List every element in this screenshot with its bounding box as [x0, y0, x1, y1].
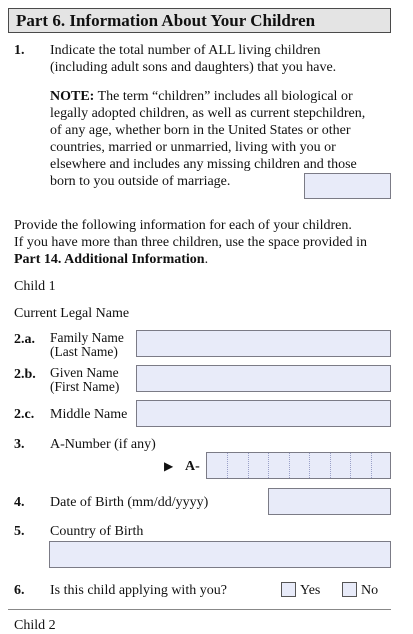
legal-name-heading: Current Legal Name	[14, 306, 130, 321]
question-1-text-line2: (including adult sons and daughters) that you have.	[50, 60, 337, 75]
question-1-text-line1: Indicate the total number of ALL living children	[50, 43, 321, 58]
note-text-1: The term “children” includes all biological or	[94, 89, 353, 104]
total-children-input[interactable]	[304, 173, 391, 199]
question-1-number: 1.	[14, 43, 25, 58]
applying-number: 6.	[14, 583, 25, 598]
note-line2: legally adopted children, as well as current stepchildren,	[50, 106, 366, 121]
a-number-input[interactable]	[206, 452, 391, 479]
dob-number: 4.	[14, 495, 25, 510]
note-line1	[50, 88, 353, 105]
note-line4: countries, married or unmarried, living with you or	[50, 140, 336, 155]
note-label: NOTE:	[50, 89, 95, 104]
country-label: Country of Birth	[50, 524, 144, 539]
a-number-number: 3.	[14, 437, 25, 452]
note-line6: born to you outside of marriage.	[50, 174, 231, 189]
country-number: 5.	[14, 524, 25, 539]
middle-name-number: 2.c.	[14, 407, 35, 422]
applying-label: Is this child applying with you?	[50, 583, 227, 598]
instructions-line2: If you have more than three children, use the space provided in	[14, 235, 367, 250]
child-1-heading: Child 1	[14, 279, 56, 294]
given-name-number: 2.b.	[14, 367, 36, 382]
family-name-label: Family Name	[50, 330, 124, 345]
applying-yes-label: Yes	[300, 583, 321, 598]
family-name-sublabel: (Last Name)	[50, 344, 118, 359]
applying-no-label: No	[361, 583, 379, 598]
given-name-label: Given Name	[50, 365, 119, 380]
instructions-part-ref: Part 14. Additional Information	[14, 252, 205, 267]
a-number-label: A-Number (if any)	[50, 437, 156, 452]
child-2-heading: Child 2	[14, 618, 56, 633]
section-header: Part 6. Information About Your Children	[8, 8, 391, 33]
family-name-input[interactable]	[136, 330, 391, 357]
instructions-line1: Provide the following information for each of your children.	[14, 218, 352, 233]
a-number-prefix: A-	[185, 459, 200, 474]
family-name-number: 2.a.	[14, 332, 35, 347]
given-name-sublabel: (First Name)	[50, 379, 120, 394]
section-divider	[8, 609, 391, 610]
dob-input[interactable]	[268, 488, 391, 515]
applying-yes-checkbox[interactable]	[281, 582, 296, 597]
arrow-right-icon: ▶	[164, 459, 174, 473]
middle-name-input[interactable]	[136, 400, 391, 427]
applying-no-checkbox[interactable]	[342, 582, 357, 597]
dob-label: Date of Birth (mm/dd/yyyy)	[50, 495, 209, 510]
given-name-input[interactable]	[136, 365, 391, 392]
note-line3: of any age, whether born in the United States or other	[50, 123, 351, 138]
middle-name-label: Middle Name	[50, 407, 128, 422]
note-line5: elsewhere and includes any missing children and those	[50, 157, 357, 172]
instructions-line3	[14, 251, 208, 268]
instructions-period: .	[204, 252, 209, 267]
country-input[interactable]	[49, 541, 391, 568]
